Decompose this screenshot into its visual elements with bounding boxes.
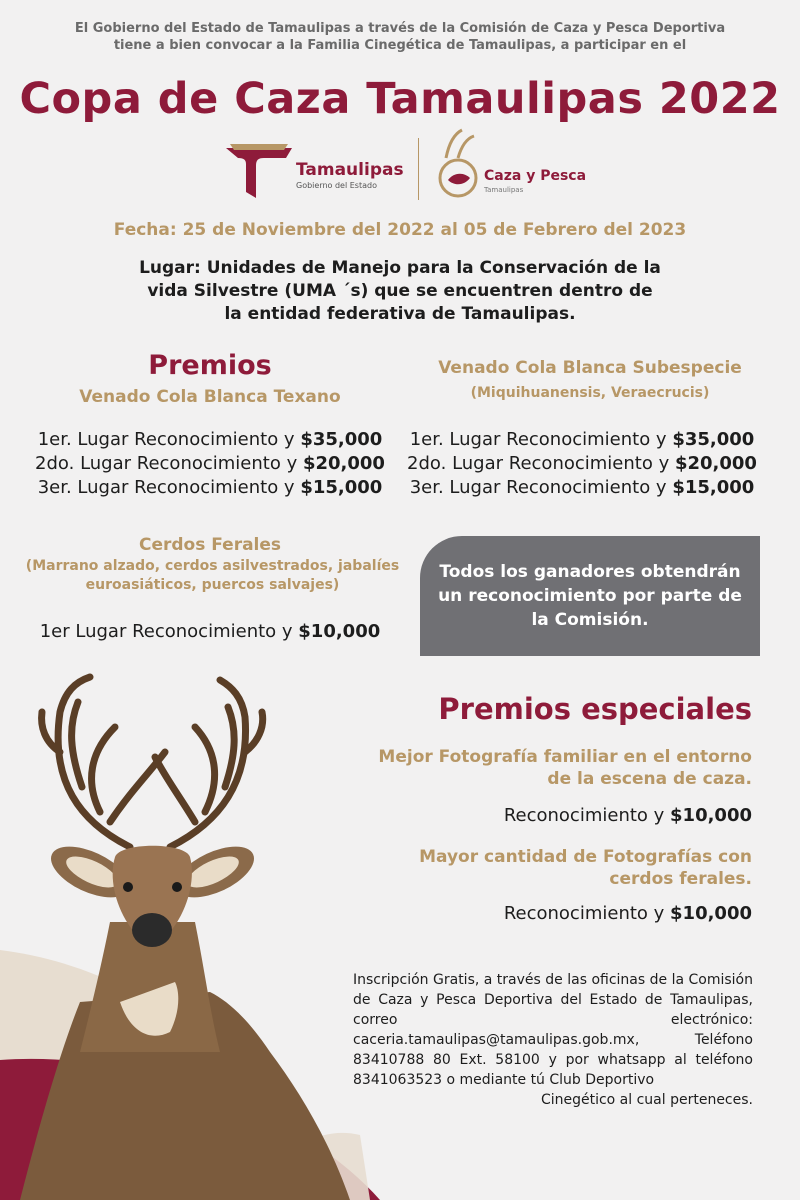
location-line-2: vida Silvestre (UMA ´s) que se encuentren dentro de (147, 281, 653, 301)
prize-label: 1er Lugar Reconocimiento y (39, 621, 299, 642)
cerdos-title: Cerdos Ferales (138, 535, 282, 555)
prize-amount: $10,000 (298, 621, 381, 642)
registration-last-line: Cinegético al cual perteneces. (540, 1092, 753, 1108)
caza-pesca-logo-sub: Tamaulipas (484, 186, 524, 194)
texano-prize-2 (10, 452, 410, 476)
antlers (42, 677, 263, 847)
note-line-1: Todos los ganadores obtendrán (439, 562, 741, 582)
prize-label: 2do. Lugar Reconocimiento y (35, 453, 303, 474)
caza-pesca-logo-text: Caza y Pesca (484, 168, 587, 184)
special-2-line-2: cerdos ferales. (609, 869, 752, 889)
prize-label: 3er. Lugar Reconocimiento y (409, 477, 673, 498)
event-location (0, 257, 800, 326)
special-prize-2-reward (504, 902, 752, 926)
premios-heading: Premios (148, 350, 272, 381)
deer-nose (132, 913, 172, 947)
winners-note-box (420, 536, 760, 656)
cerdos-prize-1 (10, 620, 410, 644)
prize-amount: $35,000 (672, 429, 755, 450)
prize-label: 1er. Lugar Reconocimiento y (409, 429, 673, 450)
texano-prizes (10, 428, 410, 500)
registration-info (353, 970, 753, 1110)
prize-amount: $15,000 (300, 477, 383, 498)
note-line-2: un reconocimiento por parte de (438, 586, 742, 606)
intro-text (0, 20, 800, 54)
prize-amount: $20,000 (302, 453, 385, 474)
deer-eye-right (172, 882, 182, 892)
intro-line-1: El Gobierno del Estado de Tamaulipas a través de la Comisión de Caza y Pesca Deportiva (74, 21, 726, 36)
texano-title: Venado Cola Blanca Texano (79, 387, 341, 407)
logo-divider (418, 138, 419, 200)
prize-label: 3er. Lugar Reconocimiento y (37, 477, 301, 498)
special-prizes-heading: Premios especiales (438, 692, 752, 726)
logos-row (0, 128, 800, 208)
subespecie-prize-2 (382, 452, 782, 476)
special-prize-2-title (419, 846, 752, 890)
note-line-3: la Comisión. (531, 610, 649, 630)
prize-amount: $10,000 (670, 903, 752, 924)
caza-pesca-emblem-icon (436, 128, 480, 202)
subespecie-prize-3 (382, 476, 782, 500)
special-1-line-2: de la escena de caza. (547, 769, 752, 789)
cerdos-desc-line-2: euroasiáticos, puercos salvajes) (85, 577, 340, 593)
cerdos-description (0, 557, 425, 595)
special-2-line-1: Mayor cantidad de Fotografías con (419, 847, 752, 867)
prize-amount: $10,000 (670, 805, 752, 826)
special-prize-1-title (378, 746, 752, 790)
special-1-line-1: Mejor Fotografía familiar en el entorno (378, 747, 752, 767)
location-line-1: Lugar: Unidades de Manejo para la Conservación de la (139, 258, 661, 278)
prize-amount: $35,000 (300, 429, 383, 450)
intro-line-2: tiene a bien convocar a la Familia Cinegética de Tamaulipas, a participar en el (113, 38, 687, 53)
prize-amount: $15,000 (672, 477, 755, 498)
prize-label: 1er. Lugar Reconocimiento y (37, 429, 301, 450)
event-date: Fecha: 25 de Noviembre del 2022 al 05 de Febrero del 2023 (113, 220, 687, 240)
page-title: Copa de Caza Tamaulipas 2022 (19, 74, 781, 124)
subespecie-prize-1 (382, 428, 782, 452)
deer-image (20, 672, 350, 1200)
deer-eye-left (123, 882, 133, 892)
special-prize-1-reward (504, 804, 752, 828)
tamaulipas-logo-sub: Gobierno del Estado (296, 181, 377, 190)
prize-label: Reconocimiento y (503, 805, 671, 826)
texano-prize-1 (10, 428, 410, 452)
subespecie-subtitle: (Miquihuanensis, Veraecrucis) (470, 385, 710, 401)
prize-amount: $20,000 (674, 453, 757, 474)
prize-label: Reconocimiento y (503, 903, 671, 924)
subespecie-title: Venado Cola Blanca Subespecie (438, 358, 742, 378)
location-line-3: la entidad federativa de Tamaulipas. (224, 304, 576, 324)
tamaulipas-logo-text: Tamaulipas (296, 160, 404, 180)
subespecie-prizes (382, 428, 782, 500)
tamaulipas-t-icon (226, 144, 292, 198)
cerdos-desc-line-1: (Marrano alzado, cerdos asilvestrados, jabalíes (25, 558, 400, 574)
texano-prize-3 (10, 476, 410, 500)
prize-label: 2do. Lugar Reconocimiento y (407, 453, 675, 474)
registration-text: Inscripción Gratis, a través de las oficinas de la Comisión de Caza y Pesca Deportiva del Estado de Tamaulipas, correo electrónico: caceria.tamaulipas@tamaulipas.gob.mx, Teléfono 83410788 80 Ext. 58100 y por whatsapp al teléfono 8341063523 o mediante tú Club Deportivo (353, 972, 753, 1088)
